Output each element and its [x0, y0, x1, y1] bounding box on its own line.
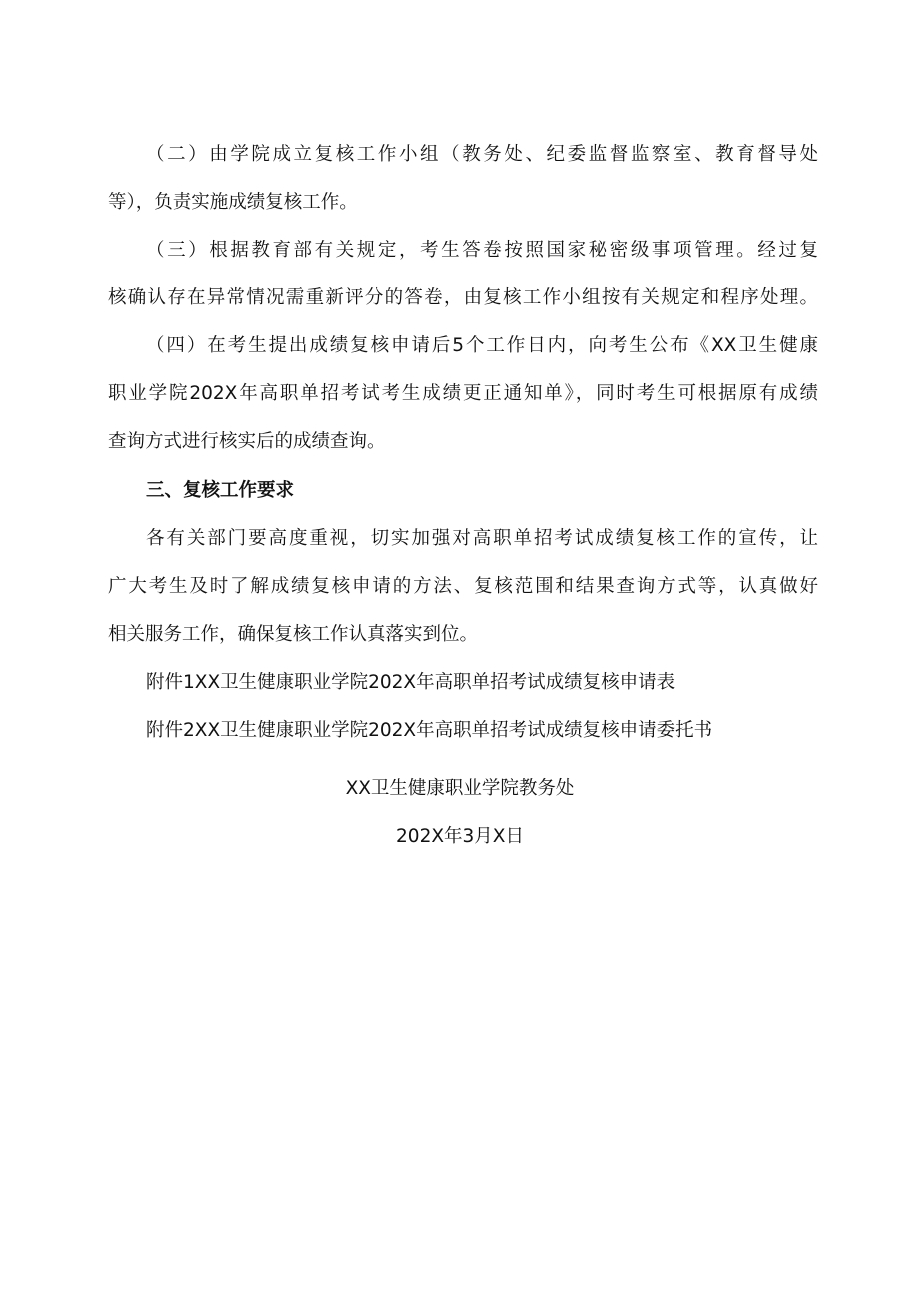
paragraph-2-line-2: 等），负责实施成绩复核工作。: [108, 192, 358, 213]
section-heading: 三、复核工作要求: [146, 480, 295, 501]
paragraph-4-line-2: 职业学院202X年高职单招考试考生成绩更正通知单》，同时考生可根据原有成绩: [108, 383, 818, 404]
paragraph-2-line-1: （二）由学院成立复核工作小组（教务处、纪委监督监察室、教育督导处: [146, 144, 818, 165]
requirements-line-1: 各有关部门要高度重视，切实加强对高职单招考试成绩复核工作的宣传，让: [146, 528, 818, 549]
attachment-2: 附件2XX卫生健康职业学院202X年高职单招考试成绩复核申请委托书: [146, 720, 713, 741]
requirements-line-3: 相关服务工作，确保复核工作认真落实到位。: [108, 624, 479, 645]
paragraph-3-line-1: （三）根据教育部有关规定，考生答卷按照国家秘密级事项管理。经过复: [146, 240, 818, 261]
attachment-1: 附件1XX卫生健康职业学院202X年高职单招考试成绩复核申请表: [146, 672, 676, 693]
paragraph-4-line-3: 查询方式进行核实后的成绩查询。: [108, 431, 386, 452]
signature-date: 202X年3月X日: [396, 826, 524, 847]
paragraph-3-line-2: 核确认存在异常情况需重新评分的答卷，由复核工作小组按有关规定和程序处理。: [108, 287, 818, 308]
requirements-line-2: 广大考生及时了解成绩复核申请的方法、复核范围和结果查询方式等，认真做好: [108, 576, 818, 597]
paragraph-4-line-1: （四）在考生提出成绩复核申请后5个工作日内，向考生公布《XX卫生健康: [146, 335, 818, 356]
signature-office: XX卫生健康职业学院教务处: [345, 778, 575, 799]
